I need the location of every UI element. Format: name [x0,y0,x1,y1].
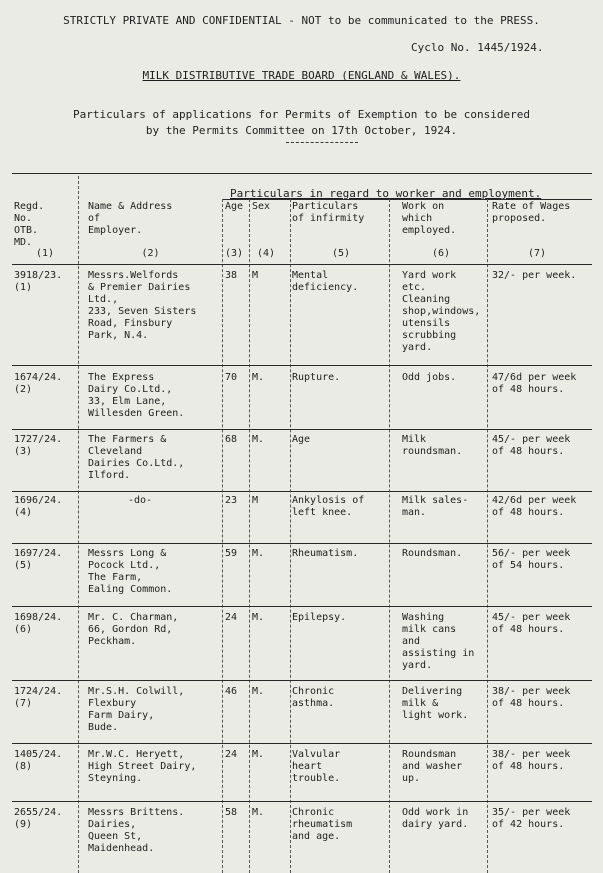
table-cell-age: 70 [225,372,238,383]
group-heading: Particulars in regard to worker and employment. [230,187,542,200]
column-divider [249,199,250,873]
table-cell-age: 24 [225,749,238,760]
subtitle-rule [286,142,358,143]
column-number-sex: (4) [256,248,276,259]
column-number-employer: (2) [141,248,160,259]
table-cell-employer: Messrs Long & Pocock Ltd., The Farm, Ealing Common. [88,548,173,595]
table-cell-wages: 45/- per week of 48 hours. [492,612,571,635]
table-cell-sex: M [252,495,259,506]
column-header-infirmity: Particulars of infirmity [292,201,365,224]
table-cell-employer: Messrs Brittens. Dairies, Queen St, Maidenhead. [88,807,185,854]
table-cell-regd-no: 1724/24. (7) [14,686,63,709]
table-cell-work: Roundsman and washer up. [402,749,463,784]
column-divider [290,199,291,873]
row-divider [12,264,592,265]
row-divider [12,365,592,366]
table-cell-work: Milk roundsman. [402,434,463,457]
column-header-age: Age [225,201,244,212]
table-cell-sex: M. [252,807,265,818]
table-cell-regd-no: 1698/24. (6) [14,612,63,635]
table-cell-infirmity: Chronic rheumatism and age. [292,807,353,842]
column-number-work: (6) [431,248,451,259]
table-cell-sex: M. [252,372,265,383]
table-cell-sex: M. [252,686,265,697]
table-cell-wages: 56/- per week of 54 hours. [492,548,571,571]
table-cell-employer: The Express Dairy Co.Ltd., 33, Elm Lane, Willesden Green. [88,372,185,419]
table-cell-infirmity: Epilepsy. [292,612,347,623]
table-cell-regd-no: 1727/24. (3) [14,434,63,457]
table-cell-work: Odd work in dairy yard. [402,807,469,830]
table-cell-age: 24 [225,612,238,623]
table-cell-wages: 38/- per week of 48 hours. [492,749,571,772]
table-cell-employer: -do- [128,495,153,506]
table-cell-work: Delivering milk & light work. [402,686,469,721]
table-cell-infirmity: Rupture. [292,372,341,383]
table-cell-work: Washing milk cans and assisting in yard. [402,612,475,671]
row-divider [12,801,592,802]
table-cell-wages: 45/- per week of 48 hours. [492,434,571,457]
table-cell-regd-no: 3918/23. (1) [14,270,63,293]
table-cell-wages: 32/- per week. [492,270,577,281]
table-cell-infirmity: Age [292,434,311,445]
table-cell-age: 59 [225,548,238,559]
table-cell-sex: M. [252,749,265,760]
column-header-work: Work on which employed. [402,201,457,236]
table-cell-work: Roundsman. [402,548,463,559]
table-cell-work: Yard work etc. Cleaning shop,windows, utensils scrubbing yard. [402,270,481,353]
circular-number: Cyclo No. 1445/1924. [411,41,544,54]
table-cell-infirmity: Mental deficiency. [292,270,359,293]
table-cell-employer: Mr.S.H. Colwill, Flexbury Farm Dairy, Bude. [88,686,185,733]
board-title: MILK DISTRIBUTIVE TRADE BOARD (ENGLAND & WALES). [142,69,461,82]
row-divider [12,606,592,607]
table-cell-regd-no: 2655/24. (9) [14,807,63,830]
column-header-wages: Rate of Wages proposed. [492,201,571,224]
table-cell-employer: Mr. C. Charman, 66, Gordon Rd, Peckham. [88,612,179,647]
table-cell-sex: M. [252,548,265,559]
table-cell-sex: M [252,270,259,281]
subtitle-line-2: by the Permits Committee on 17th October, 1924. [145,124,458,137]
table-cell-sex: M. [252,434,265,445]
table-top-rule [12,173,592,174]
subtitle-line-1: Particulars of applications for Permits of Exemption to be considered [73,108,530,121]
table-cell-infirmity: Rheumatism. [292,548,359,559]
table-cell-infirmity: Valvular heart trouble. [292,749,341,784]
table-cell-regd-no: 1405/24. (8) [14,749,63,772]
table-cell-infirmity: Ankylosis of left knee. [292,495,365,518]
column-number-infirmity: (5) [331,248,351,259]
row-divider [12,429,592,430]
group-heading-rule [222,199,592,200]
table-cell-wages: 35/- per week of 42 hours. [492,807,571,830]
table-cell-age: 38 [225,270,238,281]
table-cell-age: 68 [225,434,238,445]
table-cell-work: Odd jobs. [402,372,457,383]
column-number-age: (3) [225,248,244,259]
table-cell-infirmity: Chronic asthma. [292,686,335,709]
table-cell-employer: The Farmers & Cleveland Dairies Co.Ltd., Ilford. [88,434,185,481]
row-divider [12,743,592,744]
table-cell-work: Milk sales- man. [402,495,469,518]
table-cell-wages: 38/- per week of 48 hours. [492,686,571,709]
column-header-regd-no: Regd. No. OTB. MD. [14,201,45,248]
table-cell-regd-no: 1696/24. (4) [14,495,63,518]
table-cell-wages: 47/6d per week of 48 hours. [492,372,577,395]
table-cell-employer: Mr.W.C. Heryett, High Street Dairy, Steyning. [88,749,197,784]
row-divider [12,491,592,492]
table-cell-employer: Messrs.Welfords & Premier Dairies Ltd., 233, Seven Sisters Road, Finsbury Park, N.4. [88,270,197,341]
table-cell-age: 58 [225,807,238,818]
column-header-sex: Sex [252,201,271,212]
column-number-regd-no: (1) [35,248,55,259]
table-cell-sex: M. [252,612,265,623]
table-cell-regd-no: 1674/24. (2) [14,372,63,395]
table-cell-regd-no: 1697/24. (5) [14,548,63,571]
row-divider [12,543,592,544]
table-cell-age: 23 [225,495,238,506]
table-cell-wages: 42/6d per week of 48 hours. [492,495,577,518]
column-header-employer: Name & Address of Employer. [88,201,173,236]
column-number-wages: (7) [527,248,547,259]
confidential-notice: STRICTLY PRIVATE AND CONFIDENTIAL - NOT to be communicated to the PRESS. [63,14,540,27]
row-divider [12,680,592,681]
table-cell-age: 46 [225,686,238,697]
